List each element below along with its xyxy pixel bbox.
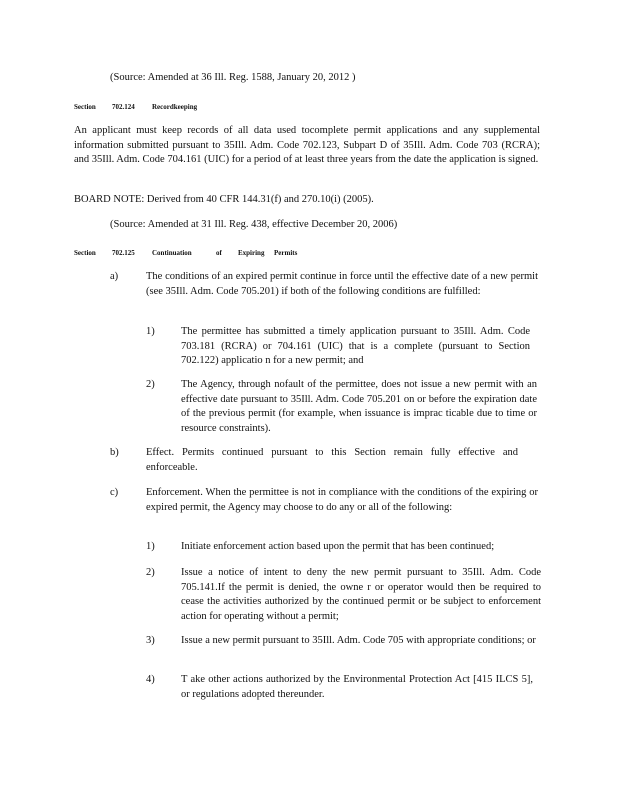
list-item-text: Initiate enforcement action based upon the permit that has been continued; (181, 541, 495, 552)
section-number: 702.124 (112, 103, 135, 111)
section-label: Section (74, 249, 96, 257)
list-marker: c) (110, 487, 119, 498)
list-marker: 2) (146, 379, 155, 390)
source-note-702-125: (Source: Amended at 31 Ill. Reg. 438, effective December 20, 2006) (110, 219, 398, 230)
list-item-text: The Agency, through nofault of the permittee, does not issue a new permit with an effective date pursuant to 35Ill. Adm. Code 705.201 on or before the expiration date of the previous permit (for example, when issuance is imprac ticable due to time or resource constraints). (181, 379, 537, 434)
source-note-702-124: (Source: Amended at 36 Ill. Reg. 1588, January 20, 2012 ) (110, 72, 356, 83)
list-item-text: Issue a notice of intent to deny the new permit pursuant to 35Ill. Adm. Code 705.141.If the permit is denied, the owne r or operator would then be required to cease the activities authorized by the continued permit or be subject to enforcement action for operating without a permit; (181, 567, 541, 622)
list-marker: 4) (146, 674, 155, 685)
list-item-text: T ake other actions authorized by the Environmental Protection Act [415 ILCS 5], or regulations adopted thereunder. (181, 674, 533, 700)
section-title-word: Continuation (152, 249, 192, 257)
list-marker: 3) (146, 635, 155, 646)
board-note: BOARD NOTE: Derived from 40 CFR 144.31(f) and 270.10(i) (2005). (74, 194, 374, 205)
list-item-text: Enforcement. When the permittee is not in compliance with the conditions of the expiring or expired permit, the Agency may choose to do any or all of the following: (146, 487, 538, 513)
list-item-text: The permittee has submitted a timely application pursuant to 35Ill. Adm. Code 703.181 (RCRA) or 704.161 (UIC) that is a complete (pursuant to Section 702.122) applicatio n for a new permit; and (181, 326, 530, 366)
section-title-word: Expiring (238, 249, 265, 257)
list-marker: 1) (146, 541, 155, 552)
list-marker: b) (110, 447, 119, 458)
section-number: 702.125 (112, 249, 135, 257)
list-marker: 2) (146, 567, 155, 578)
section-title-word: Permits (274, 249, 298, 257)
section-body-702-124: An applicant must keep records of all data used tocomplete permit applications and any supplemental information submitted pursuant to 35Ill. Adm. Code 702.123, Subpart D of 35Ill. Adm. Code 703 (RCRA); and 35Ill. Adm. Code 704.161 (UIC) for a period of at least three years from the date the application is signed. (74, 125, 540, 165)
list-item-text: The conditions of an expired permit continue in force until the effective date of a new permit (see 35Ill. Adm. Code 705.201) if both of the following conditions are fulfilled: (146, 271, 538, 297)
section-heading-702-125 (74, 248, 334, 258)
section-heading-702-124 (74, 102, 274, 112)
list-marker: 1) (146, 326, 155, 337)
section-label: Section (74, 103, 96, 111)
list-item-text: Issue a new permit pursuant to 35Ill. Adm. Code 705 with appropriate conditions; or (181, 635, 536, 646)
list-item-text: Effect. Permits continued pursuant to this Section remain fully effective and enforceable. (146, 447, 518, 473)
list-marker: a) (110, 271, 119, 282)
section-title: Recordkeeping (152, 103, 198, 111)
section-title-word: of (216, 249, 222, 257)
